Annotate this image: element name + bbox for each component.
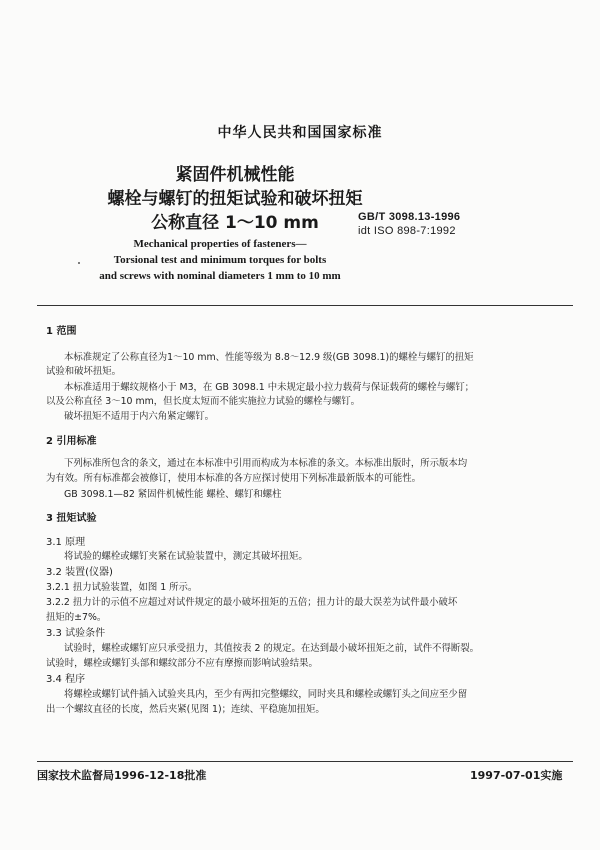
section-3-heading: 3 扭矩试验 [46,513,97,524]
s2-line-3: GB 3098.1—82 紧固件机械性能 螺栓、螺钉和螺柱 [64,489,282,500]
s2-line-2: 为有效。所有标准都会被修订，使用本标准的各方应探讨使用下列标准最新版本的可能性。 [46,473,422,484]
s3-4-line-2: 出一个螺纹直径的长度，然后夹紧(见图 1)；连续、平稳施加扭矩。 [46,704,325,715]
section-2-heading: 2 引用标准 [46,436,97,447]
section-1-heading: 1 范围 [46,326,77,337]
cn-title-line-1: 紧固件机械性能 [175,165,295,185]
s1-line-2: 试验和破坏扭矩。 [46,366,122,377]
idt-code: idt ISO 898-7:1992 [358,225,456,237]
footer-rule [37,761,573,762]
s1-line-1: 本标准规定了公称直径为1～10 mm、性能等级为 8.8～12.9 级(GB 3098.1)的螺栓与螺钉的扭矩 [64,352,474,363]
s3-1-heading: 3.1 原理 [46,537,86,548]
en-title-line-3: and screws with nominal diameters 1 mm to 10 mm [99,270,341,282]
s2-line-1: 下列标准所包含的条文，通过在本标准中引用而构成为本标准的条文。本标准出版时，所示版本均 [64,458,468,469]
s3-2-heading: 3.2 装置(仪器) [46,567,113,578]
header-rule [37,305,573,306]
en-title-line-1: Mechanical properties of fasteners— [133,238,307,250]
s3-4-heading: 3.4 程序 [46,674,86,685]
s3-2-2-text-b: 扭矩的±7%。 [46,612,107,623]
s3-3-line-1: 试验时，螺栓或螺钉应只承受扭力，其值按表 2 的规定。在达到最小破坏扭矩之前，试件不得断裂。 [64,643,480,654]
standard-title: 中华人民共和国国家标准 [217,125,383,141]
s3-3-line-2: 试验时，螺栓或螺钉头部和螺纹部分不应有摩擦而影响试验结果。 [46,658,318,669]
s1-line-5: 破坏扭矩不适用于内六角紧定螺钉。 [64,411,215,422]
scan-speck [78,262,80,264]
s1-line-3: 本标准适用于螺纹规格小于 M3，在 GB 3098.1 中未规定最小拉力载荷与保证载荷的螺栓与螺钉； [64,382,474,393]
implementation-date: 1997-07-01实施 [470,769,563,782]
en-title-line-2: Torsional test and minimum torques for bolts [113,254,327,266]
s3-4-line-1: 将螺栓或螺钉试件插入试验夹具内，至少有两扣完整螺纹，同时夹具和螺栓或螺钉头之间应至少留 [64,689,468,700]
standard-code: GB/T 3098.13-1996 [358,211,461,223]
cn-title-line-2: 螺栓与螺钉的扭矩试验和破坏扭矩 [107,189,363,209]
s3-3-heading: 3.3 试验条件 [46,628,106,639]
s3-1-text: 将试验的螺栓或螺钉夹紧在试验装置中，测定其破坏扭矩。 [64,551,308,562]
s3-2-2-text-a: 3.2.2 扭力计的示值不应超过对试件规定的最小破坏扭矩的五倍；扭力计的最大误差为试件最小破坏 [46,597,458,608]
s1-line-4: 以及公称直径 3～10 mm，但长度太短而不能实施拉力试验的螺栓与螺钉。 [46,396,360,407]
approval-date: 国家技术监督局1996-12-18批准 [37,769,207,782]
s3-2-1-text: 3.2.1 扭力试验装置，如图 1 所示。 [46,582,198,593]
cn-title-line-3: 公称直径 1～10 mm [151,213,319,233]
